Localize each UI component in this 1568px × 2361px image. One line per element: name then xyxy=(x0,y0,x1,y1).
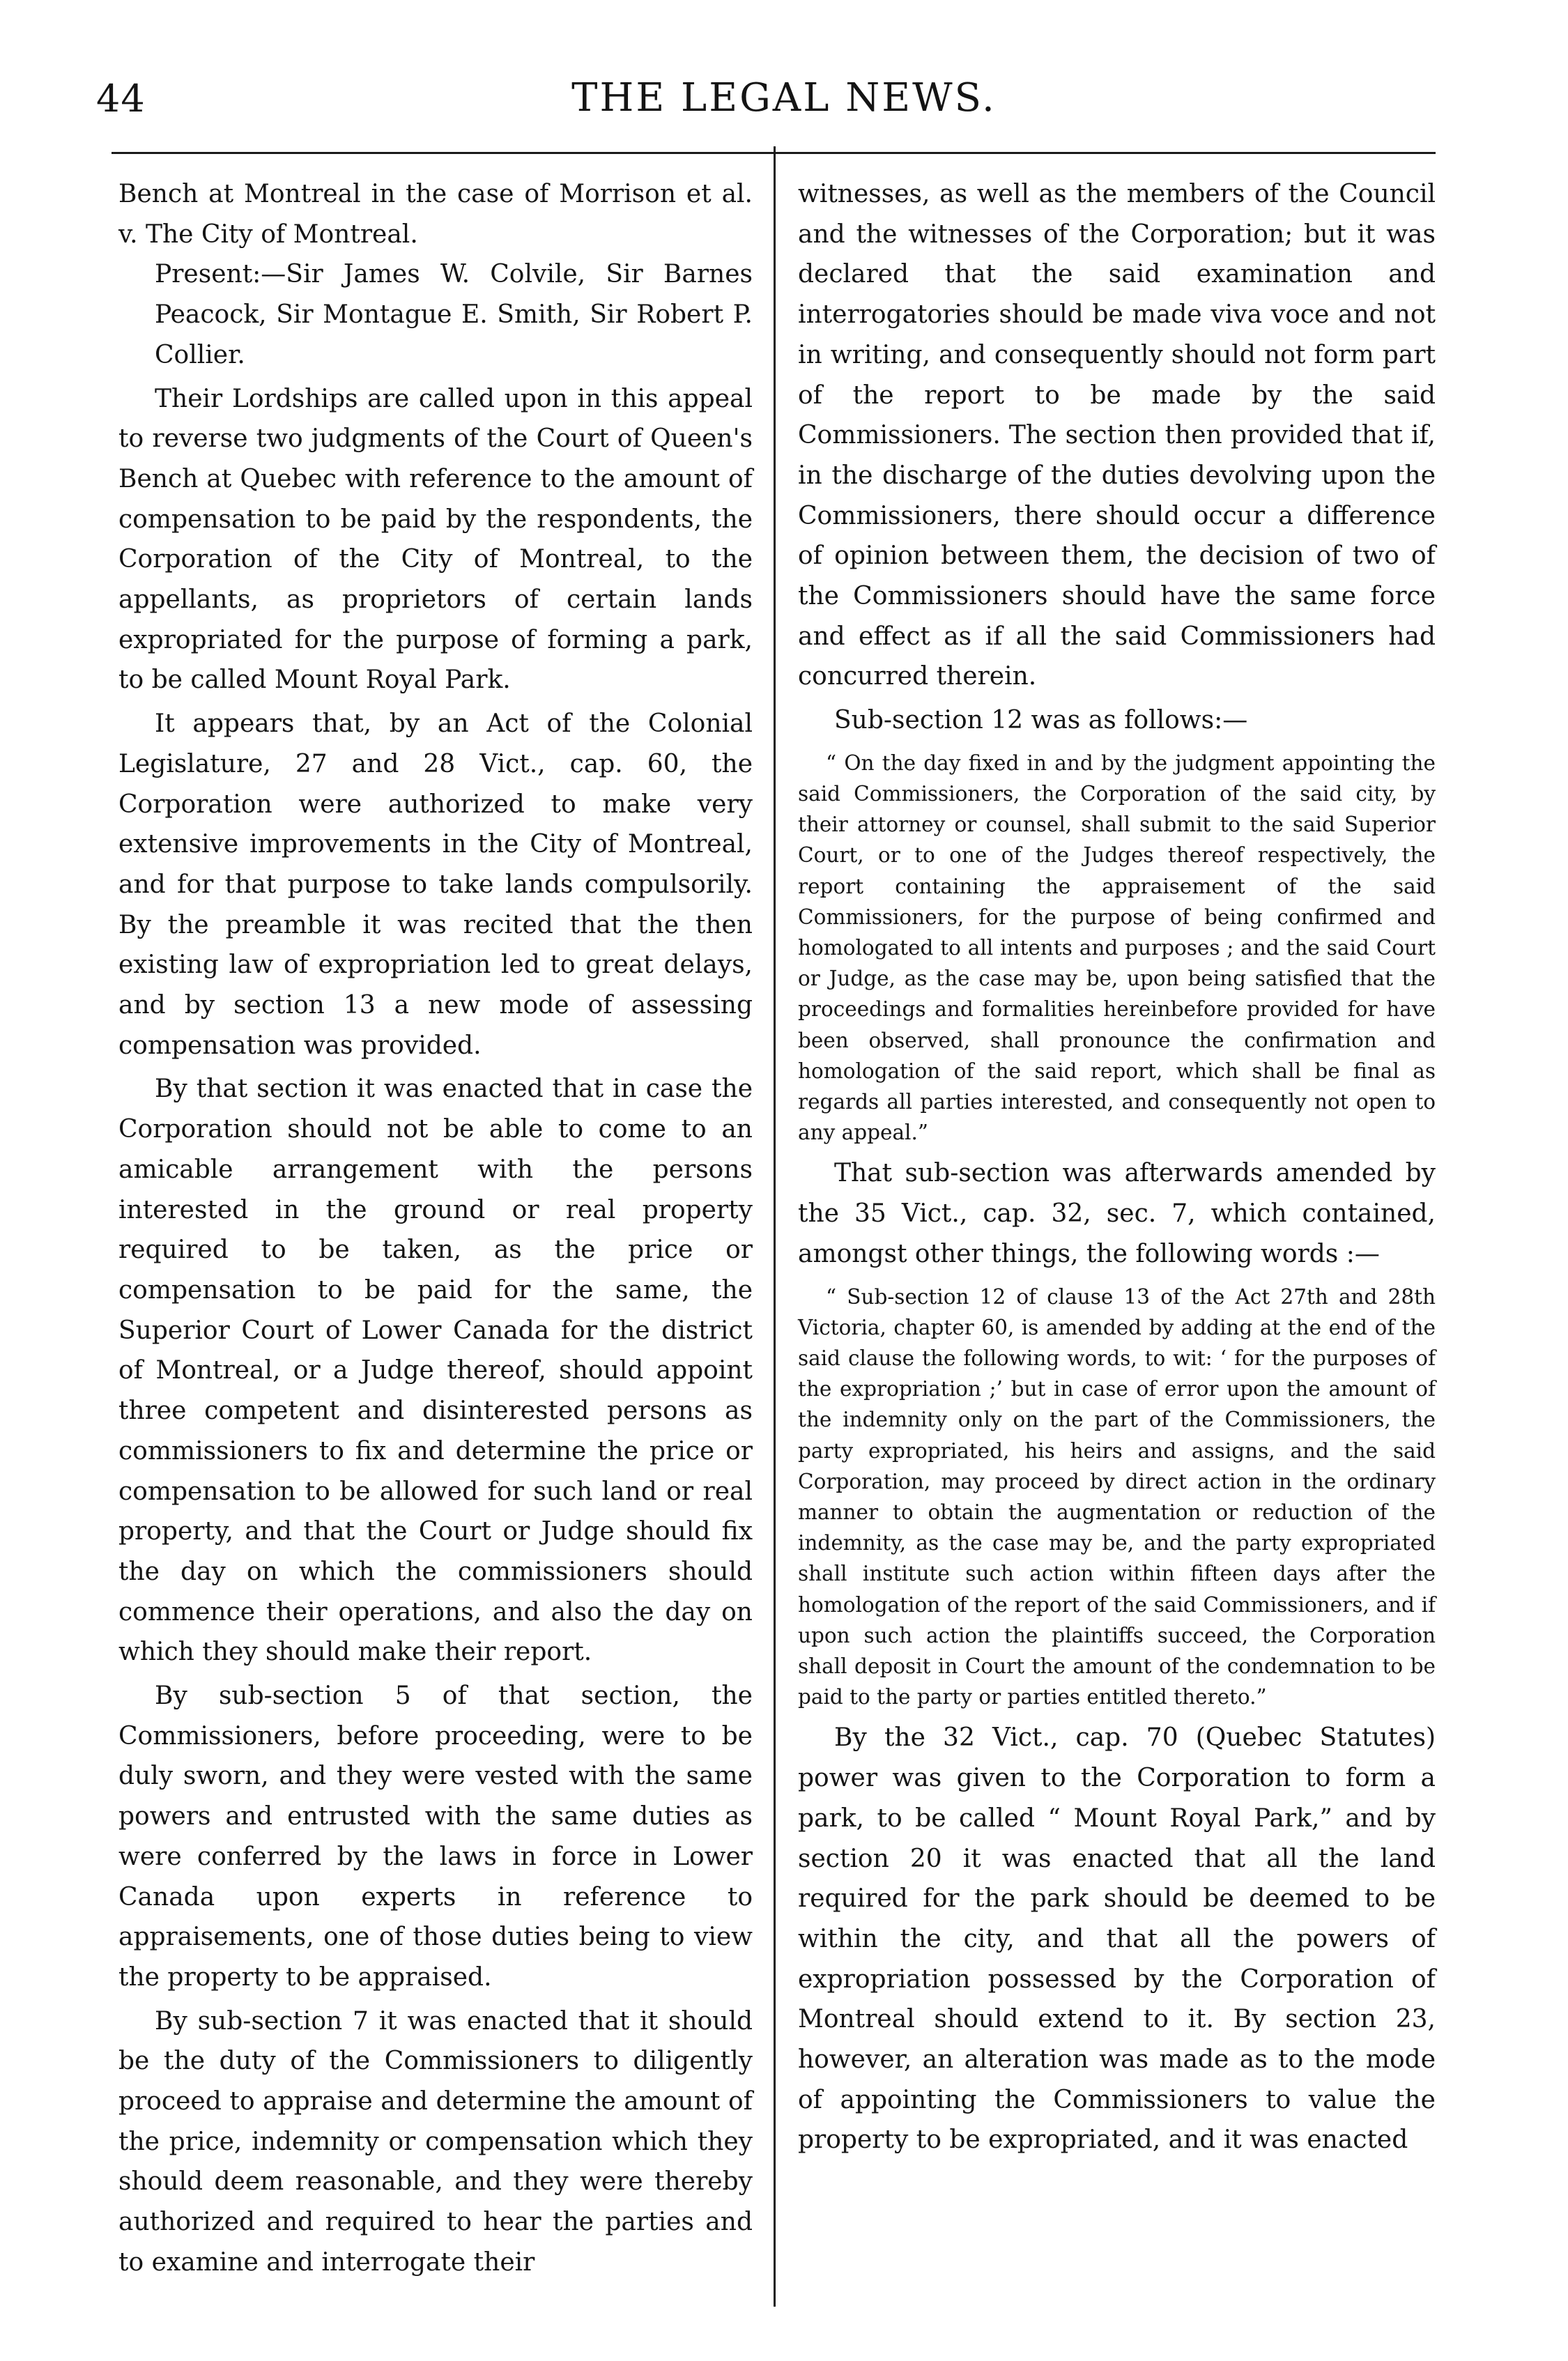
block-quote: “ On the day fixed in and by the judgment appointing the said Commissioners, the Corporation of the said city, by their attorney or counsel, shall submit to the said Superior Court, or to one of the Judges thereof respectively, the report containing the appraisement of the said Commissioners, for the purpose of being confirmed and homologated to all intents and purposes ; and the said Court or Judge, as the case may be, upon being satisfied that the proceedings and formalities hereinbefore provided for have been observed, shall pronounce the confirmation and homologation of the said report, which shall be final as regards all parties interested, and consequently not open to any appeal.” xyxy=(798,751,1436,1145)
left-column xyxy=(118,174,753,2283)
journal-title: THE LEGAL NEWS. xyxy=(571,75,997,121)
paragraph: Their Lordships are called upon in this appeal to reverse two judgments of the Court of Queen's Bench at Quebec with reference to the amount of compensation to be paid by the respondents, the Corporation of the City of Montreal, to the appellants, as proprietors of certain lands expropriated for the purpose of forming a park, to be called Mount Royal Park. xyxy=(118,384,753,695)
page-header xyxy=(0,0,1568,146)
block-quote: “ Sub-section 12 of clause 13 of the Act 27th and 28th Victoria, chapter 60, is amended by adding at the end of the said clause the following words, to wit: ‘ for the purposes of the expropriation ;’ but in case of error upon the amount of the indemnity only on the part of the Commissioners, the party expropriated, his heirs and assigns, and the said Corporation, may proceed by direct action in the ordinary manner to obtain the augmentation or reduction of the indemnity, as the case may be, and the party expropriated shall institute such action within fifteen days after the homologation of the report of the said Commissioners, and if upon such action the plaintiffs succeed, the Corporation shall deposit in Court the amount of the condemnation to be paid to the party or parties entitled thereto.” xyxy=(798,1284,1436,1709)
paragraph: Sub-section 12 was as follows:— xyxy=(834,706,1248,735)
right-column xyxy=(798,174,1436,2160)
paragraph: By sub-section 5 of that section, the Commissioners, before proceeding, were to be duly sworn, and they were vested with the same powers and entrusted with the same duties as were conferred by the laws in force in Lower Canada upon experts in reference to appraisements, one of those duties being to view the property to be appraised. xyxy=(118,1682,753,1992)
paragraph: It appears that, by an Act of the Colonial Legislature, 27 and 28 Vict., cap. 60, the Corporation were authorized to make very extensive improvements in the City of Montreal, and for that purpose to take lands compulsorily. By the preamble it was recited that the then existing law of expropriation led to great delays, and by section 13 a new mode of assessing compensation was provided. xyxy=(118,709,753,1060)
paragraph: By that section it was enacted that in case the Corporation should not be able to come to an amicable arrangement with the persons interested in the ground or real property required to be taken, as the price or compensation to be paid for the same, the Superior Court of Lower Canada for the district of Montreal, or a Judge thereof, should appoint three competent and disinterested persons as commissioners to fix and determine the price or compensation to be allowed for such land or real property, and that the Court or Judge should fix the day on which the commissioners should commence their operations, and also the day on which they should make their report. xyxy=(118,1075,753,1667)
case-opening: Bench at Montreal in the case of Morrison et al. v. The City of Montreal. xyxy=(118,180,753,249)
paragraph: By the 32 Vict., cap. 70 (Quebec Statutes) power was given to the Corporation to form a park, to be called “ Mount Royal Park,” and by section 20 it was enacted that all the land required for the park should be deemed to be within the city, and that all the powers of expropriation possessed by the Corporation of Montreal should extend to it. By section 23, however, an alteration was made as to the mode of appointing the Commissioners to value the property to be expropriated, and it was enacted xyxy=(798,1723,1436,2155)
paragraph: By sub-section 7 it was enacted that it should be the duty of the Commissioners to diligently proceed to appraise and determine the amount of the price, indemnity or compensation which they should deem reasonable, and they were thereby authorized and required to hear the parties and to examine and interrogate their xyxy=(118,2006,753,2277)
present-judges: Present:—Sir James W. Colvile, Sir Barnes Peacock, Sir Montague E. Smith, Sir Robert P. Collier. xyxy=(155,260,753,369)
paragraph: witnesses, as well as the members of the Council and the witnesses of the Corporation; but it was declared that the said examination and interrogatories should be made viva voce and not in writing, and consequently should not form part of the report to be made by the said Commissioners. The section then provided that if, in the discharge of the duties devolving upon the Commissioners, there should occur a difference of opinion between them, the decision of two of the Commissioners should have the same force and effect as if all the said Commissioners had concurred therein. xyxy=(798,180,1436,691)
page-number: 44 xyxy=(96,77,146,121)
paragraph: That sub-section was afterwards amended by the 35 Vict., cap. 32, sec. 7, which contained, amongst other things, the following words :— xyxy=(798,1159,1436,1268)
column-divider xyxy=(774,146,776,2307)
